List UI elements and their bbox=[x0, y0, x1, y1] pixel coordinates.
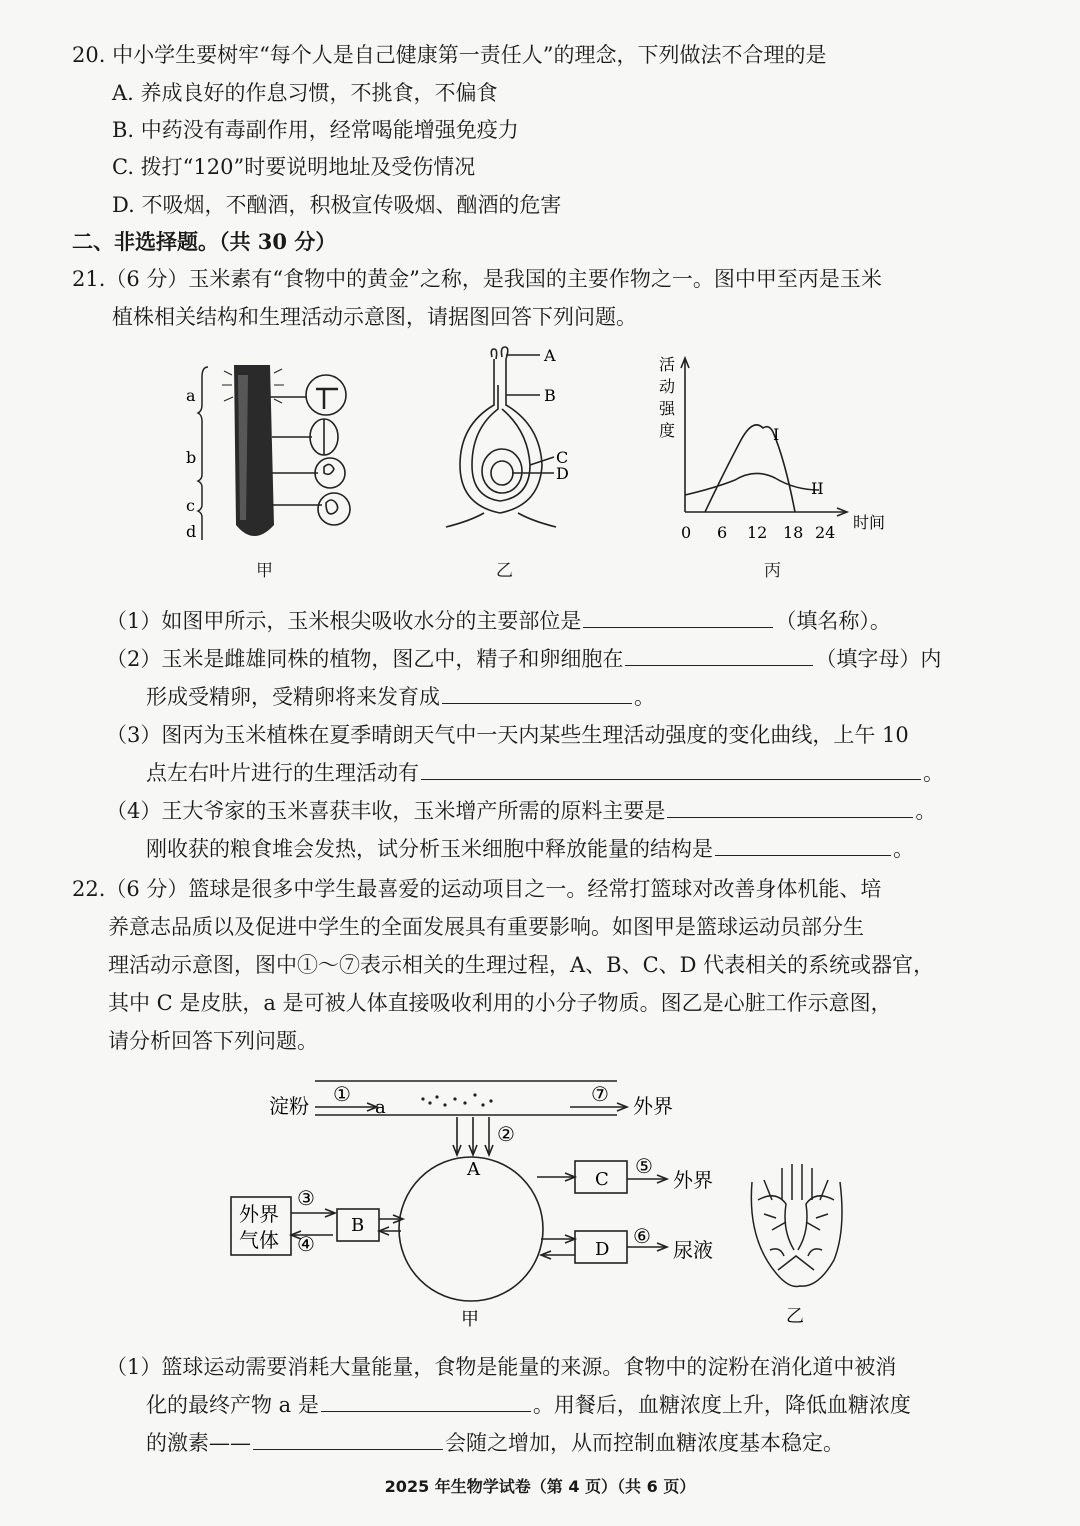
root-label-b: b bbox=[186, 448, 197, 467]
q21-p3-line1: （3）图丙为玉米植株在夏季晴朗天气中一天内某些生理活动强度的变化曲线，上午 10 bbox=[106, 723, 909, 747]
q21-p3-blank[interactable] bbox=[421, 759, 921, 780]
q21-p2-tail: （填字母）内 bbox=[815, 647, 942, 671]
q22-line3: 理活动示意图，图中①～⑦表示相关的生理过程，A、B、C、D 代表相关的系统或器官， bbox=[108, 953, 935, 977]
node-D: D bbox=[595, 1239, 610, 1260]
pistil-label-B: B bbox=[544, 386, 556, 405]
outside-label-1: 外界 bbox=[633, 1094, 673, 1118]
pistil-label-A: A bbox=[544, 346, 556, 365]
root-label-d: d bbox=[186, 522, 197, 541]
node-B: B bbox=[351, 1215, 365, 1236]
q21-p4-blank1[interactable] bbox=[667, 797, 913, 818]
step-6: ⑥ bbox=[633, 1224, 651, 1248]
page-footer: 2025 年生物学试卷（第 4 页）（共 6 页） bbox=[384, 1477, 696, 1496]
q21-p2-text: （2）玉米是雌雄同株的植物，图乙中，精子和卵细胞在 bbox=[106, 647, 624, 671]
figure-jia-caption: 甲 bbox=[256, 561, 273, 581]
q21-p4-line2 bbox=[146, 834, 914, 864]
ylabel-4: 度 bbox=[659, 421, 676, 440]
q22-p1-line2a: 化的最终产物 a 是 bbox=[146, 1393, 319, 1417]
q22-line4: 其中 C 是皮肤，a 是可被人体直接吸收利用的小分子物质。图乙是心脏工作示意图， bbox=[108, 991, 892, 1015]
q22-line2: 养意志品质以及促进中学生的全面发展具有重要影响。如图甲是篮球运动员部分生 bbox=[108, 915, 864, 939]
node-C: C bbox=[595, 1169, 609, 1190]
q21-stem-line2: 植株相关结构和生理活动示意图，请据图回答下列问题。 bbox=[112, 305, 637, 329]
root-label-c: c bbox=[186, 496, 195, 515]
q21-p4-line1-text: （4）王大爷家的玉米喜获丰收，玉米增产所需的原料主要是 bbox=[106, 799, 666, 823]
q21-p4-end1: 。 bbox=[915, 799, 937, 823]
q20-stem: 20. 中小学生要树牢“每个人是自己健康第一责任人”的理念，下列做法不合理的是 bbox=[72, 43, 827, 67]
q20-option-c: C. 拨打“120”时要说明地址及受伤情况 bbox=[112, 155, 476, 179]
section-2-heading: 二、非选择题。（共 30 分） bbox=[72, 229, 337, 254]
q21-p2-blank2[interactable] bbox=[442, 683, 632, 704]
q21-p2-line1 bbox=[106, 644, 941, 674]
node-A: A bbox=[467, 1159, 480, 1180]
curve-II-label: II bbox=[811, 479, 824, 498]
q21-p1 bbox=[106, 606, 891, 636]
root-tip-figure bbox=[178, 355, 378, 550]
tick-0: 0 bbox=[681, 523, 692, 542]
figure-bing-caption: 丙 bbox=[764, 561, 781, 581]
curve-I bbox=[705, 425, 795, 512]
pistil-label-C: C bbox=[556, 448, 569, 467]
pistil-label-D: D bbox=[556, 464, 569, 483]
q22-p1-line3 bbox=[146, 1428, 844, 1458]
q22-line1: 22.（6 分）篮球是很多中学生最喜爱的运动项目之一。经常打篮球对改善身体机能、培 bbox=[72, 877, 882, 901]
q21-p3-line2-text: 点左右叶片进行的生理活动有 bbox=[146, 761, 419, 785]
step-7: ⑦ bbox=[591, 1082, 609, 1106]
q21-p2-line2 bbox=[146, 682, 655, 712]
substance-a: a bbox=[375, 1097, 386, 1118]
curve-I-label: I bbox=[773, 425, 780, 444]
q22-p1-line3a: 的激素—— bbox=[146, 1431, 251, 1455]
starch-label: 淀粉 bbox=[269, 1094, 309, 1118]
q22-p1-line1: （1）篮球运动需要消耗大量能量，食物是能量的来源。食物中的淀粉在消化道中被消 bbox=[106, 1355, 897, 1379]
q21-p1-blank[interactable] bbox=[583, 607, 773, 628]
q21-p3-line2 bbox=[146, 758, 944, 788]
heart-caption: 乙 bbox=[786, 1306, 804, 1327]
q21-p4-blank2[interactable] bbox=[715, 835, 891, 856]
gas-label-2: 气体 bbox=[239, 1228, 279, 1252]
q20-option-a: A. 养成良好的作息习惯，不挑食，不偏食 bbox=[112, 81, 498, 105]
q22-p1-blank1[interactable] bbox=[321, 1391, 531, 1412]
q20-option-d: D. 不吸烟，不酗酒，积极宣传吸烟、酗酒的危害 bbox=[112, 193, 562, 217]
q21-p1-tail: （填名称）。 bbox=[775, 609, 891, 633]
q22-p1-line2b: 。用餐后，血糖浓度上升，降低血糖浓度 bbox=[532, 1393, 911, 1417]
figure-yi-caption: 乙 bbox=[496, 561, 513, 581]
ylabel-2: 动 bbox=[659, 377, 676, 396]
xlabel: 时间 bbox=[853, 513, 886, 532]
tick-12: 12 bbox=[747, 523, 768, 542]
q20-option-b: B. 中药没有毒副作用，经常喝能增强免疫力 bbox=[112, 118, 519, 142]
q21-p2-line2-text: 形成受精卵，受精卵将来发育成 bbox=[146, 685, 440, 709]
q22-p1-line2 bbox=[146, 1390, 911, 1420]
tick-6: 6 bbox=[717, 523, 728, 542]
tick-18: 18 bbox=[783, 523, 804, 542]
step-5: ⑤ bbox=[635, 1154, 653, 1178]
urine-label: 尿液 bbox=[673, 1238, 713, 1262]
q21-p4-line1 bbox=[106, 796, 936, 826]
q21-p2-end: 。 bbox=[634, 685, 655, 709]
ylabel-1: 活 bbox=[659, 355, 676, 374]
curve-II bbox=[685, 473, 819, 495]
q21-p3-end: 。 bbox=[923, 761, 944, 785]
q21-p4-line2-text: 刚收获的粮食堆会发热，试分析玉米细胞中释放能量的结构是 bbox=[146, 837, 713, 861]
body-activity-diagram bbox=[225, 1075, 745, 1330]
diagram-caption-jia: 甲 bbox=[461, 1309, 479, 1330]
step-4: ④ bbox=[297, 1232, 315, 1256]
q21-p1-text: （1）如图甲所示，玉米根尖吸收水分的主要部位是 bbox=[106, 609, 582, 633]
outside-label-2: 外界 bbox=[673, 1168, 713, 1192]
q22-p1-blank2[interactable] bbox=[253, 1429, 443, 1450]
step-2: ② bbox=[497, 1122, 515, 1146]
ylabel-3: 强 bbox=[659, 399, 676, 418]
gas-label-1: 外界 bbox=[239, 1202, 279, 1226]
q22-line5: 请分析回答下列问题。 bbox=[108, 1029, 318, 1053]
q21-p2-blank1[interactable] bbox=[625, 645, 813, 666]
heart-figure bbox=[742, 1160, 852, 1330]
q21-p4-end2: 。 bbox=[893, 837, 914, 861]
pistil-figure bbox=[440, 345, 580, 535]
root-label-a: a bbox=[186, 386, 196, 405]
q22-p1-line3b: 会随之增加，从而控制血糖浓度基本稳定。 bbox=[445, 1431, 844, 1455]
step-1: ① bbox=[333, 1082, 351, 1106]
q21-stem-line1: 21.（6 分）玉米素有“食物中的黄金”之称，是我国的主要作物之一。图中甲至丙是玉米 bbox=[72, 267, 882, 291]
step-3: ③ bbox=[297, 1186, 315, 1210]
activity-curve-figure bbox=[655, 350, 905, 550]
tick-24: 24 bbox=[815, 523, 836, 542]
